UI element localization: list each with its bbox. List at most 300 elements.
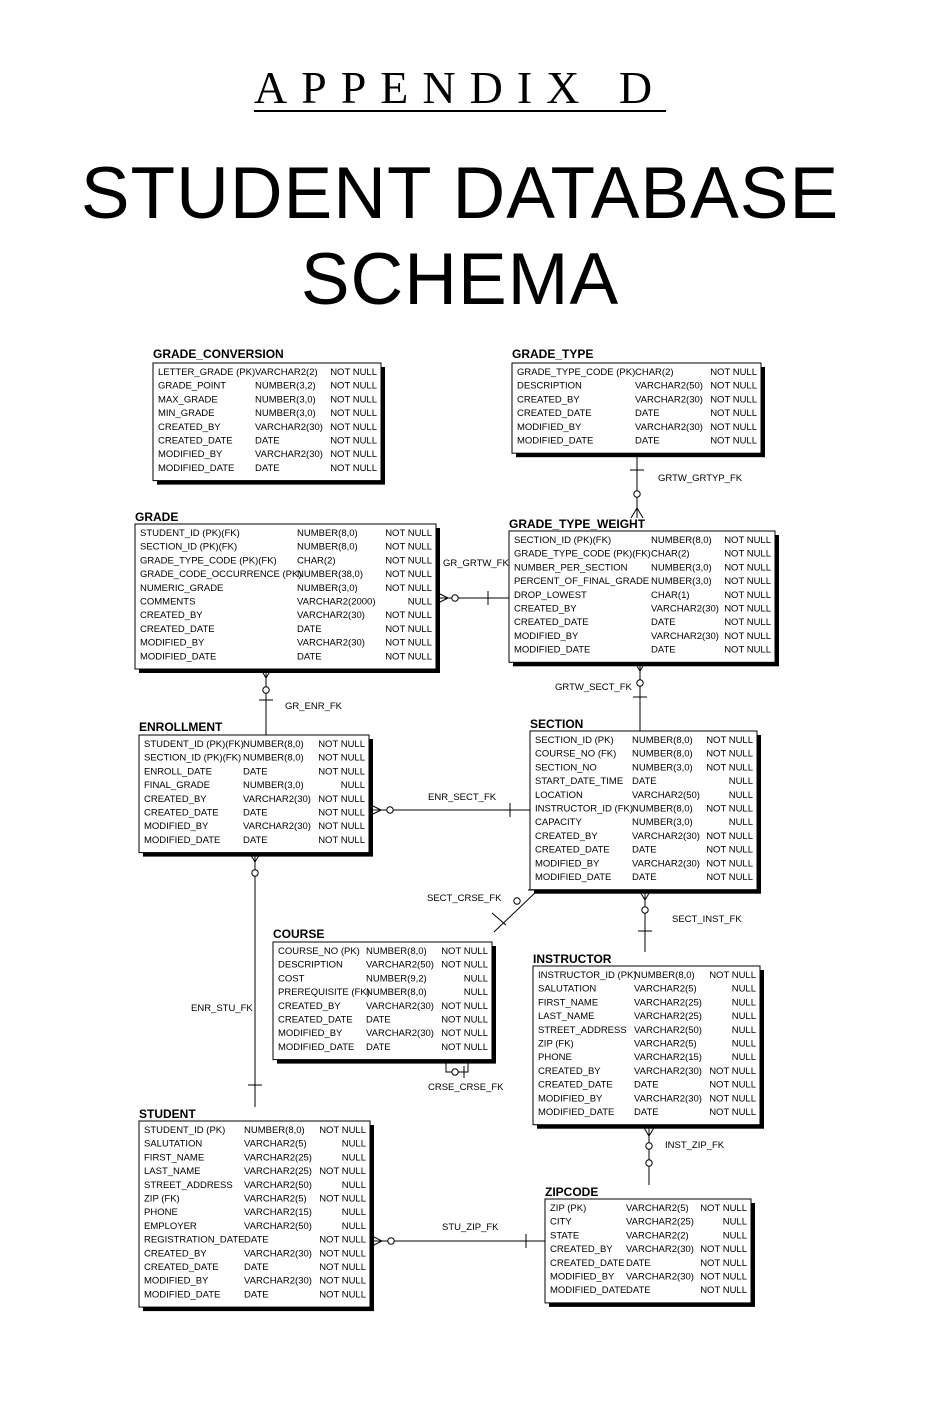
column-nullability: NULL	[463, 973, 488, 985]
column-name: MODIFIED_BY	[144, 821, 209, 833]
column-name: FIRST_NAME	[538, 997, 599, 1009]
column-type: DATE	[626, 1257, 651, 1269]
column-nullability: NOT NULL	[319, 1248, 366, 1260]
column-nullability: NOT NULL	[318, 739, 365, 750]
column-name: SALUTATION	[538, 983, 597, 995]
column-name: STUDENT_ID (PK)(FK)	[144, 739, 244, 750]
column-name: FIRST_NAME	[144, 1152, 205, 1164]
column-name: SECTION_NO	[535, 762, 597, 774]
optional-marker	[637, 680, 643, 686]
column-nullability: NULL	[731, 983, 756, 995]
column-type: VARCHAR2(50)	[632, 789, 700, 801]
column-name: STUDENT_ID (PK)(FK)	[140, 528, 240, 539]
column-nullability: NOT NULL	[441, 1041, 488, 1053]
column-name: CREATED_DATE	[538, 1079, 613, 1091]
column-nullability: NULL	[728, 817, 753, 829]
entity-title: SECTION	[530, 717, 584, 731]
column-nullability: NOT NULL	[706, 803, 753, 815]
column-type: NUMBER(8,0)	[632, 803, 693, 815]
column-name: CREATED_BY	[517, 394, 580, 406]
column-nullability: NOT NULL	[724, 589, 771, 601]
column-nullability: NULL	[463, 987, 488, 999]
column-type: DATE	[632, 776, 657, 788]
column-nullability: NOT NULL	[700, 1257, 747, 1269]
column-name: INSTRUCTOR_ID (PK)	[538, 970, 637, 981]
column-nullability: NULL	[728, 789, 753, 801]
column-nullability: NULL	[731, 1038, 756, 1050]
column-nullability: NOT NULL	[709, 1065, 756, 1077]
column-name: CREATED_BY	[144, 793, 207, 805]
column-nullability: NULL	[341, 1220, 366, 1232]
column-nullability: NOT NULL	[330, 435, 377, 447]
column-name: ZIP (PK)	[550, 1203, 587, 1214]
entity-student	[139, 1107, 374, 1311]
column-type: VARCHAR2(30)	[626, 1271, 694, 1283]
column-nullability: NOT NULL	[330, 380, 377, 392]
column-type: VARCHAR2(2)	[255, 367, 318, 378]
column-name: MODIFIED_BY	[278, 1028, 343, 1040]
column-nullability: NOT NULL	[385, 623, 432, 635]
entity-instructor	[533, 952, 764, 1129]
one-marker	[492, 913, 506, 925]
column-nullability: NOT NULL	[330, 449, 377, 461]
column-name: GRADE_POINT	[158, 380, 227, 392]
column-type: DATE	[634, 1107, 659, 1118]
optional-marker	[452, 595, 458, 601]
column-type: VARCHAR2(50)	[366, 959, 434, 971]
column-nullability: NOT NULL	[319, 1262, 366, 1273]
entity-row	[158, 422, 377, 433]
entity-title: INSTRUCTOR	[533, 952, 612, 966]
column-name: STATE	[550, 1230, 580, 1242]
optional-marker	[387, 807, 393, 813]
column-type: NUMBER(3,0)	[651, 562, 712, 574]
entity-row	[535, 762, 753, 773]
column-name: LETTER_GRADE (PK)	[158, 367, 256, 378]
column-name: LAST_NAME	[144, 1166, 201, 1178]
entity-row	[158, 394, 377, 405]
column-nullability: NULL	[722, 1230, 747, 1242]
column-nullability: NULL	[731, 1011, 756, 1023]
column-nullability: NOT NULL	[724, 548, 771, 560]
column-name: PHONE	[538, 1052, 572, 1064]
column-type: VARCHAR2(30)	[651, 603, 719, 615]
column-nullability: NOT NULL	[710, 394, 757, 406]
column-name: GRADE_TYPE_CODE (PK)(FK)	[140, 555, 277, 567]
entity-title: GRADE_TYPE	[512, 347, 594, 361]
column-type: NUMBER(3,0)	[632, 817, 693, 829]
column-nullability: NOT NULL	[318, 807, 365, 819]
column-type: NUMBER(8,0)	[297, 528, 358, 539]
optional-marker	[263, 687, 269, 693]
entity-grade-conversion	[153, 347, 385, 485]
entity-row	[278, 1028, 488, 1039]
column-name: CREATED_DATE	[517, 408, 592, 420]
column-type: VARCHAR2(30)	[366, 1000, 434, 1012]
column-type: VARCHAR2(25)	[244, 1152, 312, 1164]
column-nullability: NOT NULL	[700, 1203, 747, 1214]
column-name: EMPLOYER	[144, 1220, 197, 1232]
column-name: PERCENT_OF_FINAL_GRADE	[514, 576, 650, 588]
column-nullability: NULL	[341, 1138, 366, 1150]
column-name: CREATED_BY	[140, 610, 203, 622]
entity-row	[538, 1107, 756, 1118]
optional-marker	[646, 1160, 652, 1166]
column-type: NUMBER(8,0)	[632, 735, 693, 746]
column-type: NUMBER(8,0)	[366, 946, 427, 957]
entity-section	[530, 717, 761, 894]
column-nullability: NOT NULL	[706, 735, 753, 746]
optional-marker	[634, 491, 640, 497]
column-nullability: NULL	[728, 776, 753, 788]
column-type: DATE	[297, 651, 322, 663]
column-type: DATE	[635, 408, 660, 420]
column-nullability: NOT NULL	[706, 858, 753, 870]
column-type: DATE	[244, 1262, 269, 1273]
entity-title: ZIPCODE	[545, 1185, 599, 1199]
column-name: INSTRUCTOR_ID (FK)	[535, 803, 633, 815]
column-nullability: NOT NULL	[706, 748, 753, 760]
entity-row	[535, 831, 753, 842]
column-type: DATE	[243, 834, 268, 846]
column-name: SECTION_ID (PK)(FK)	[514, 535, 612, 546]
column-nullability: NULL	[731, 997, 756, 1009]
column-nullability: NOT NULL	[318, 793, 365, 805]
column-type: NUMBER(3,0)	[255, 408, 316, 420]
column-name: LOCATION	[535, 789, 583, 801]
entity-row	[144, 1125, 366, 1136]
column-name: CREATED_BY	[535, 830, 598, 842]
column-type: VARCHAR2(30)	[626, 1244, 694, 1256]
entity-row	[144, 1235, 366, 1246]
relationship-label-gr-grtw-fk: GR_GRTW_FK	[443, 558, 509, 569]
column-type: VARCHAR2(15)	[634, 1052, 702, 1064]
column-type: DATE	[255, 435, 280, 447]
column-nullability: NOT NULL	[710, 367, 757, 378]
column-name: ZIP (FK)	[144, 1193, 180, 1205]
entity-enrollment	[139, 720, 373, 857]
column-name: PREREQUISITE (FK)	[278, 987, 370, 999]
column-name: STUDENT_ID (PK)	[144, 1125, 226, 1136]
column-name: CREATED_DATE	[550, 1257, 625, 1269]
column-name: CAPACITY	[535, 817, 582, 829]
column-type: VARCHAR2(30)	[244, 1248, 312, 1260]
column-nullability: NULL	[722, 1216, 747, 1228]
entity-tables	[135, 347, 779, 1311]
entity-row	[517, 422, 757, 433]
column-name: SECTION_ID (PK)(FK)	[140, 541, 238, 553]
optional-marker	[514, 898, 520, 904]
column-name: MAX_GRADE	[158, 394, 218, 406]
column-name: SECTION_ID (PK)	[535, 735, 614, 746]
entity-row	[538, 970, 756, 981]
column-type: VARCHAR2(25)	[244, 1166, 312, 1178]
entity-row	[144, 739, 365, 750]
column-name: COMMENTS	[140, 596, 196, 608]
entity-row	[144, 1289, 366, 1300]
column-name: MODIFIED_DATE	[144, 1289, 221, 1301]
column-type: DATE	[244, 1234, 269, 1246]
column-name: ZIP (FK)	[538, 1038, 574, 1050]
column-name: GRADE_TYPE_CODE (PK)	[517, 367, 636, 378]
column-nullability: NOT NULL	[706, 762, 753, 774]
column-type: VARCHAR2(25)	[634, 1011, 702, 1023]
column-nullability: NULL	[731, 1024, 756, 1036]
column-type: NUMBER(8,0)	[651, 535, 712, 546]
entity-row	[538, 1093, 756, 1104]
column-type: DATE	[244, 1289, 269, 1301]
column-nullability: NOT NULL	[385, 610, 432, 622]
optional-marker	[646, 1143, 652, 1149]
column-nullability: NOT NULL	[385, 528, 432, 539]
column-type: DATE	[366, 1041, 391, 1053]
column-type: VARCHAR2(30)	[632, 858, 700, 870]
column-name: MODIFIED_BY	[144, 1275, 209, 1287]
column-nullability: NOT NULL	[330, 421, 377, 433]
column-name: ENROLL_DATE	[144, 766, 212, 778]
entity-row	[140, 569, 432, 580]
entity-row	[278, 1015, 488, 1026]
column-type: CHAR(2)	[297, 555, 336, 567]
column-type: DATE	[255, 462, 280, 474]
column-type: NUMBER(8,0)	[634, 970, 695, 981]
column-type: NUMBER(38,0)	[297, 569, 363, 581]
entity-row	[278, 1042, 488, 1053]
entity-title: ENROLLMENT	[139, 720, 223, 734]
column-type: VARCHAR2(30)	[255, 449, 323, 461]
column-name: CREATED_BY	[550, 1244, 613, 1256]
column-nullability: NULL	[341, 1152, 366, 1164]
relationship-label-grtw-sect-fk: GRTW_SECT_FK	[555, 682, 632, 693]
column-type: VARCHAR2(30)	[651, 630, 719, 642]
column-nullability: NOT NULL	[724, 603, 771, 615]
column-name: STREET_ADDRESS	[144, 1179, 233, 1191]
column-type: VARCHAR2(2000)	[297, 596, 376, 608]
column-nullability: NOT NULL	[724, 576, 771, 588]
column-type: VARCHAR2(30)	[297, 637, 365, 649]
column-type: VARCHAR2(50)	[634, 1024, 702, 1036]
column-name: FINAL_GRADE	[144, 780, 210, 792]
column-type: VARCHAR2(30)	[243, 821, 311, 833]
column-type: CHAR(2)	[635, 367, 674, 378]
entity-row	[278, 946, 488, 957]
column-nullability: NOT NULL	[709, 1079, 756, 1091]
column-name: CITY	[550, 1216, 572, 1228]
column-nullability: NOT NULL	[709, 1107, 756, 1118]
column-nullability: NOT NULL	[709, 1093, 756, 1105]
relationship-label-gr-enr-fk: GR_ENR_FK	[285, 701, 343, 712]
column-name: GRADE_TYPE_CODE (PK)(FK)	[514, 548, 651, 560]
column-name: CREATED_BY	[278, 1000, 341, 1012]
column-name: MIN_GRADE	[158, 408, 215, 420]
column-nullability: NOT NULL	[710, 408, 757, 420]
column-type: VARCHAR2(30)	[243, 793, 311, 805]
column-name: NUMERIC_GRADE	[140, 582, 224, 594]
column-nullability: NOT NULL	[709, 970, 756, 981]
column-type: CHAR(1)	[651, 589, 690, 601]
entity-row	[144, 1262, 366, 1273]
relationship-label-enr-sect-fk: ENR_SECT_FK	[428, 792, 497, 803]
entity-course	[273, 927, 496, 1064]
column-type: NUMBER(8,0)	[297, 541, 358, 553]
column-type: VARCHAR2(30)	[634, 1065, 702, 1077]
column-type: VARCHAR2(25)	[634, 997, 702, 1009]
column-name: CREATED_DATE	[144, 1262, 219, 1273]
column-name: MODIFIED_DATE	[278, 1041, 355, 1053]
column-type: VARCHAR2(25)	[626, 1216, 694, 1228]
column-type: VARCHAR2(30)	[634, 1093, 702, 1105]
column-name: MODIFIED_DATE	[514, 644, 591, 656]
column-nullability: NOT NULL	[385, 582, 432, 594]
column-name: MODIFIED_BY	[158, 449, 223, 461]
entity-row	[535, 804, 753, 815]
column-type: NUMBER(8,0)	[366, 987, 427, 999]
column-name: SALUTATION	[144, 1138, 203, 1150]
column-nullability: NOT NULL	[700, 1271, 747, 1283]
column-type: NUMBER(8,0)	[243, 739, 304, 750]
column-name: MODIFIED_DATE	[517, 435, 594, 447]
column-type: VARCHAR2(5)	[626, 1203, 689, 1214]
entity-row	[158, 436, 377, 447]
column-name: COURSE_NO (PK)	[278, 946, 360, 957]
entity-row	[535, 858, 753, 869]
column-name: CREATED_DATE	[140, 623, 215, 635]
column-type: DATE	[632, 844, 657, 856]
column-nullability: NOT NULL	[706, 872, 753, 883]
column-type: NUMBER(3,0)	[651, 576, 712, 588]
column-type: VARCHAR2(15)	[244, 1207, 312, 1219]
column-type: NUMBER(3,0)	[243, 780, 304, 792]
column-name: MODIFIED_DATE	[144, 834, 221, 846]
entity-title: GRADE_CONVERSION	[153, 347, 284, 361]
column-type: NUMBER(9,2)	[366, 973, 427, 985]
column-nullability: NOT NULL	[700, 1244, 747, 1256]
column-nullability: NULL	[341, 1179, 366, 1191]
entity-row	[144, 821, 365, 832]
column-nullability: NOT NULL	[700, 1285, 747, 1297]
column-name: START_DATE_TIME	[535, 776, 624, 788]
entity-row	[535, 845, 753, 856]
column-type: VARCHAR2(30)	[635, 421, 703, 433]
column-type: NUMBER(3,0)	[297, 582, 358, 594]
column-name: CREATED_BY	[514, 603, 577, 615]
column-type: NUMBER(8,0)	[243, 752, 304, 764]
optional-marker	[452, 1069, 458, 1075]
relationship-label-sect-inst-fk: SECT_INST_FK	[672, 914, 742, 925]
column-nullability: NOT NULL	[724, 617, 771, 629]
entity-row	[278, 960, 488, 971]
entity-row	[538, 1066, 756, 1077]
column-name: PHONE	[144, 1207, 178, 1219]
entity-grade-type	[512, 347, 765, 457]
entity-row	[517, 408, 757, 419]
column-nullability: NOT NULL	[319, 1289, 366, 1301]
relationship-label-sect-crse-fk: SECT_CRSE_FK	[427, 893, 502, 904]
column-name: MODIFIED_DATE	[140, 651, 217, 663]
entity-row	[144, 1166, 366, 1177]
column-nullability: NOT NULL	[710, 380, 757, 392]
column-nullability: NOT NULL	[385, 541, 432, 553]
entity-zipcode	[545, 1185, 755, 1307]
column-nullability: NOT NULL	[330, 367, 377, 378]
column-nullability: NOT NULL	[330, 462, 377, 474]
entity-row	[158, 463, 377, 474]
column-nullability: NOT NULL	[318, 821, 365, 833]
entity-row	[517, 436, 757, 447]
column-nullability: NULL	[340, 780, 365, 792]
column-type: NUMBER(3,0)	[255, 394, 316, 406]
entity-title: STUDENT	[139, 1107, 196, 1121]
column-nullability: NOT NULL	[319, 1275, 366, 1287]
column-type: VARCHAR2(50)	[244, 1179, 312, 1191]
entity-row	[158, 408, 377, 419]
column-name: MODIFIED_BY	[535, 858, 600, 870]
entity-row	[517, 381, 757, 392]
entity-row	[517, 394, 757, 405]
entity-row	[158, 367, 377, 378]
column-nullability: NOT NULL	[710, 435, 757, 447]
column-nullability: NOT NULL	[318, 766, 365, 778]
column-name: LAST_NAME	[538, 1011, 595, 1023]
column-nullability: NOT NULL	[330, 394, 377, 406]
column-type: DATE	[634, 1079, 659, 1091]
column-name: MODIFIED_BY	[140, 637, 205, 649]
entity-row	[550, 1244, 747, 1255]
column-type: VARCHAR2(30)	[632, 830, 700, 842]
column-type: VARCHAR2(50)	[635, 380, 703, 392]
column-nullability: NOT NULL	[319, 1234, 366, 1246]
column-name: CREATED_DATE	[158, 435, 233, 447]
column-type: VARCHAR2(30)	[635, 394, 703, 406]
column-nullability: NOT NULL	[441, 1028, 488, 1040]
relationship-label-inst-zip-fk: INST_ZIP_FK	[665, 1140, 725, 1151]
column-type: DATE	[243, 807, 268, 819]
column-name: MODIFIED_BY	[538, 1093, 603, 1105]
column-type: NUMBER(3,0)	[632, 762, 693, 774]
column-nullability: NOT NULL	[441, 1014, 488, 1026]
entity-row	[144, 1194, 366, 1205]
column-nullability: NOT NULL	[441, 946, 488, 957]
column-type: NUMBER(8,0)	[244, 1125, 305, 1136]
column-type: VARCHAR2(30)	[244, 1275, 312, 1287]
entity-row	[158, 449, 377, 460]
column-type: VARCHAR2(5)	[634, 1038, 697, 1050]
entity-row	[144, 794, 365, 805]
column-type: VARCHAR2(30)	[297, 610, 365, 622]
entity-row	[144, 766, 365, 777]
column-nullability: NULL	[341, 1207, 366, 1219]
entity-row	[517, 367, 757, 378]
column-nullability: NOT NULL	[710, 421, 757, 433]
relationship-label-stu-zip-fk: STU_ZIP_FK	[442, 1222, 499, 1233]
entity-row	[144, 1276, 366, 1287]
column-name: MODIFIED_DATE	[535, 872, 612, 883]
column-name: CREATED_BY	[158, 421, 221, 433]
entity-row	[550, 1272, 747, 1283]
entity-title: GRADE	[135, 510, 179, 524]
column-type: VARCHAR2(50)	[244, 1220, 312, 1232]
column-type: CHAR(2)	[651, 548, 690, 560]
optional-marker	[388, 1238, 394, 1244]
column-type: DATE	[366, 1014, 391, 1026]
column-nullability: NOT NULL	[385, 555, 432, 567]
relationship-label-crse-crse-fk: CRSE_CRSE_FK	[428, 1082, 504, 1093]
column-type: VARCHAR2(5)	[244, 1138, 307, 1150]
column-nullability: NOT NULL	[385, 637, 432, 649]
entity-row	[514, 576, 771, 587]
column-name: GRADE_CODE_OCCURRENCE (PK)	[140, 569, 302, 581]
entity-row	[550, 1258, 747, 1269]
